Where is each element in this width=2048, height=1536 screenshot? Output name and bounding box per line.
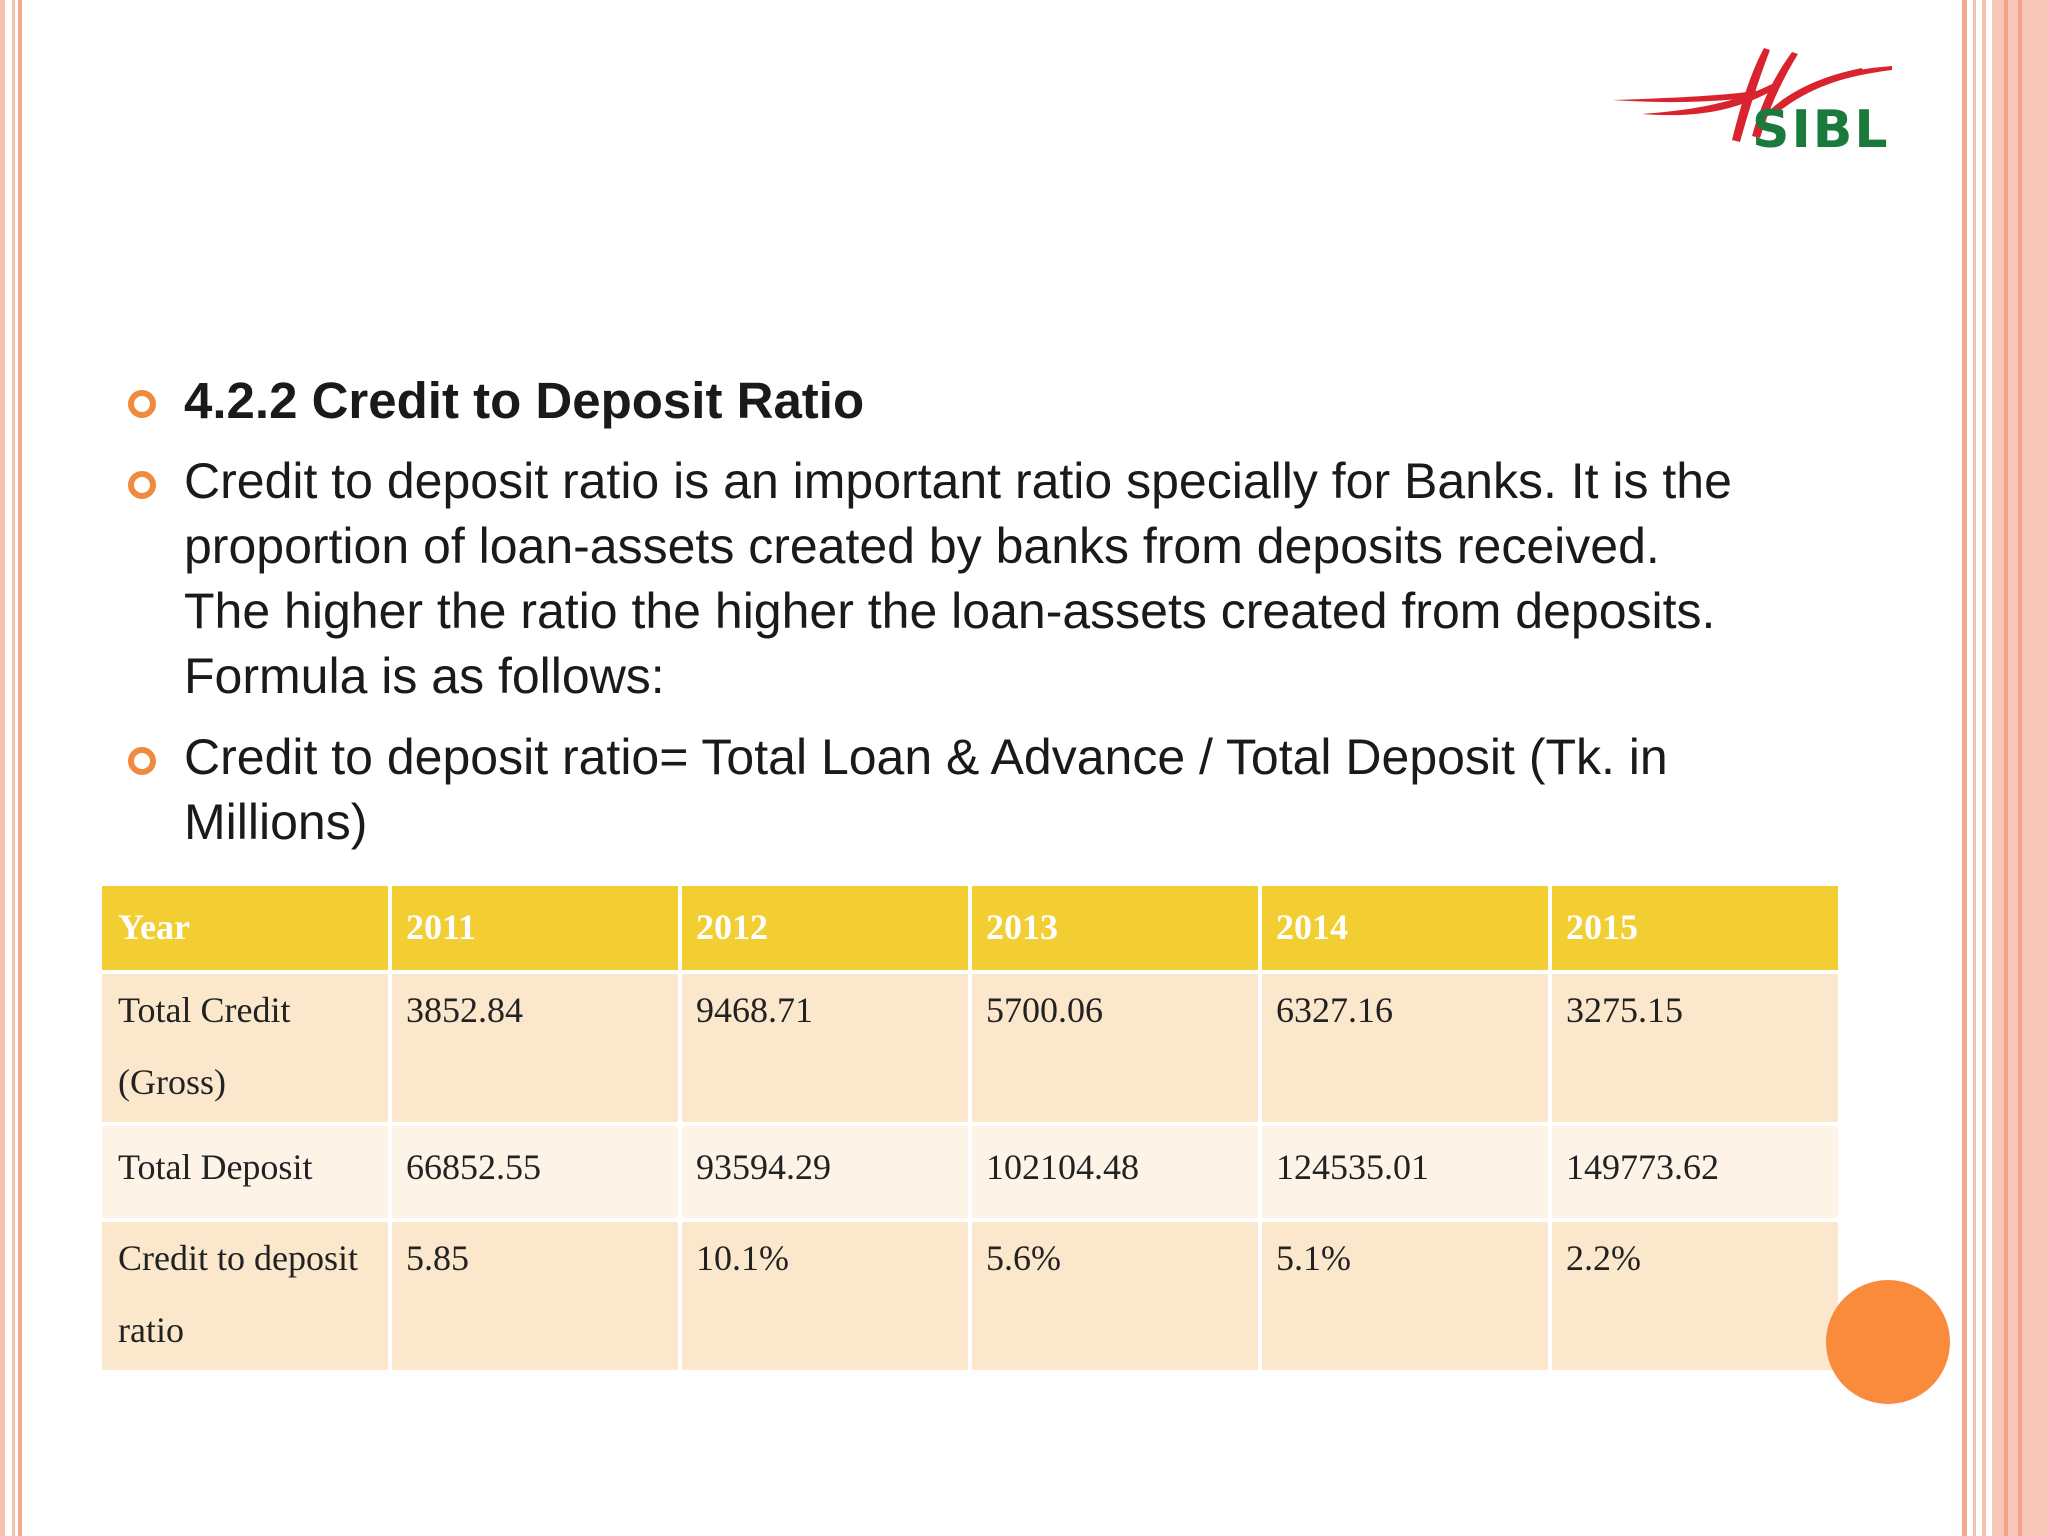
bullet-text: Credit to deposit ratio is an important ratio specially for Banks. It is the proportion of loan-assets created by banks from deposits received. The higher the ratio the higher the loan-assets created from deposits. Formula is as follows:: [184, 453, 1732, 704]
table-cell: 5.1%: [1262, 1222, 1552, 1374]
bullet-text: Credit to deposit ratio= Total Loan & Advance / Total Deposit (Tk. in Millions): [184, 729, 1668, 850]
bullet-marker-icon: [128, 390, 156, 418]
table-cell: 102104.48: [972, 1126, 1262, 1222]
header-cell: 2012: [682, 886, 972, 974]
table-cell: 149773.62: [1552, 1126, 1842, 1222]
decorative-circle: [1826, 1280, 1950, 1404]
table-cell: 6327.16: [1262, 974, 1552, 1126]
table-cell: 93594.29: [682, 1126, 972, 1222]
right-border-decoration: [1960, 0, 2048, 1536]
bullet-text: 4.2.2 Credit to Deposit Ratio: [184, 372, 865, 429]
table-cell: 9468.71: [682, 974, 972, 1126]
table-cell: 10.1%: [682, 1222, 972, 1374]
table-cell: 5.6%: [972, 1222, 1262, 1374]
bullet-marker-icon: [128, 471, 156, 499]
formula-text: [120, 725, 1740, 855]
section-heading: [120, 368, 1740, 433]
table-cell: 3852.84: [392, 974, 682, 1126]
table-cell: 5700.06: [972, 974, 1262, 1126]
row-label-cell: Total Deposit: [102, 1126, 392, 1222]
table-row: [102, 1222, 1842, 1374]
description-paragraph: [120, 449, 1740, 709]
header-cell: 2013: [972, 886, 1262, 974]
table-header-row: [102, 886, 1842, 974]
bullet-marker-icon: [128, 747, 156, 775]
header-cell: 2015: [1552, 886, 1842, 974]
row-label-cell: Total Credit (Gross): [102, 974, 392, 1126]
table-row: [102, 974, 1842, 1126]
table-cell: 2.2%: [1552, 1222, 1842, 1374]
header-cell: Year: [102, 886, 392, 974]
table-cell: 124535.01: [1262, 1126, 1552, 1222]
table-cell: 66852.55: [392, 1126, 682, 1222]
table-cell: 5.85: [392, 1222, 682, 1374]
logo-text: SIBL: [1752, 100, 1890, 160]
header-cell: 2014: [1262, 886, 1552, 974]
row-label-cell: Credit to deposit ratio: [102, 1222, 392, 1374]
left-border-decoration: [0, 0, 24, 1536]
ratio-table: [102, 886, 1842, 1374]
sibl-logo: [1612, 40, 1932, 158]
bullet-list: [120, 368, 1740, 871]
table-cell: 3275.15: [1552, 974, 1842, 1126]
header-cell: 2011: [392, 886, 682, 974]
table-row: [102, 1126, 1842, 1222]
